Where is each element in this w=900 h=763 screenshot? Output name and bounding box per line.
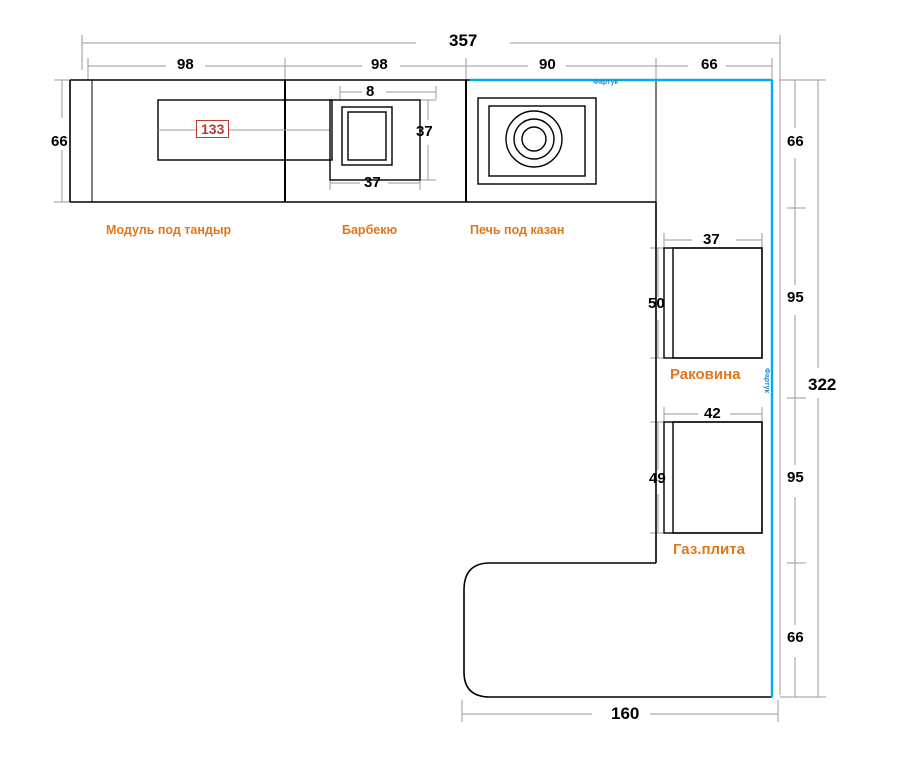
dim-total-right: 322 — [808, 375, 837, 394]
dim-seg-4: 66 — [701, 56, 718, 73]
apron-line — [470, 80, 772, 697]
barbecue-module-shape — [330, 100, 420, 180]
dim-right-95-a: 95 — [787, 289, 804, 306]
dim-right-95-b: 95 — [787, 469, 804, 486]
sink-module-shape — [664, 248, 762, 358]
apron-label-top: Фартук — [593, 79, 619, 86]
dim-grill-offset: 8 — [366, 83, 375, 100]
module-label-kazan: Печь под казан — [470, 223, 565, 237]
counter-outline — [70, 80, 772, 697]
module-label-stove: Газ.плита — [673, 541, 745, 558]
dim-sink-width: 37 — [703, 231, 720, 248]
island-outline — [464, 563, 772, 697]
tandyr-module-shape — [158, 100, 332, 160]
module-label-tandyr: Модуль под тандыр — [106, 223, 232, 237]
dim-total-top: 357 — [449, 31, 478, 50]
dim-seg-3: 90 — [539, 56, 556, 73]
dim-seg-2: 98 — [371, 56, 388, 73]
dim-grill-height: 37 — [416, 123, 433, 140]
dim-right-depth-top: 66 — [787, 133, 804, 150]
module-label-barbecue: Барбекю — [342, 223, 398, 237]
dim-right-66-bottom: 66 — [787, 629, 804, 646]
dim-bottom-width: 160 — [611, 704, 640, 723]
dim-grill-width: 37 — [364, 174, 381, 191]
dim-left-depth: 66 — [51, 133, 68, 150]
module-label-sink: Раковина — [670, 366, 741, 383]
dim-stove-width: 42 — [704, 405, 721, 422]
apron-label-right: Фартук — [763, 368, 770, 394]
dim-stove-height: 49 — [649, 470, 666, 487]
dim-tandyr-width: 133 — [196, 120, 229, 138]
dim-sink-height: 50 — [648, 295, 665, 312]
dim-seg-1: 98 — [177, 56, 194, 73]
kazan-module-shape — [478, 98, 596, 184]
stove-module-shape — [664, 422, 762, 533]
